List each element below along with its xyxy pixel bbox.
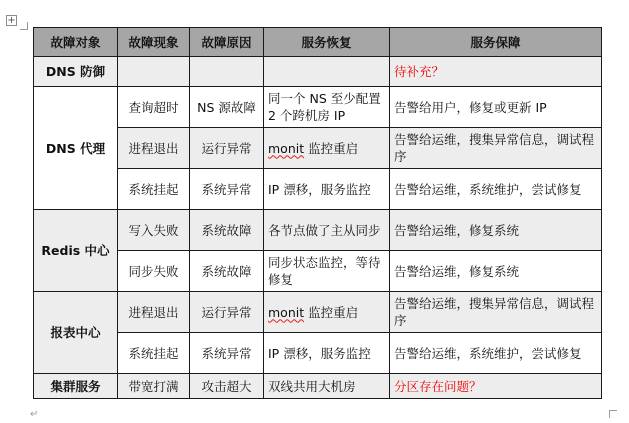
recovery-text: 监控重启 [304, 140, 359, 156]
phenomenon-cell[interactable] [118, 57, 190, 87]
margin-corner-top-left [20, 22, 28, 30]
object-cell[interactable]: 报表中心 [34, 292, 118, 374]
phenomenon-cell[interactable]: 系统挂起 [118, 333, 190, 374]
phenomenon-cell[interactable]: 系统挂起 [118, 169, 190, 210]
spellcheck-word: monit [268, 140, 305, 156]
table-row [34, 128, 602, 169]
object-cell[interactable]: DNS 代理 [34, 87, 118, 210]
recovery-cell[interactable] [264, 128, 390, 169]
phenomenon-cell[interactable]: 进程退出 [118, 128, 190, 169]
phenomenon-cell[interactable]: 带宽打满 [118, 374, 190, 399]
guarantee-cell[interactable]: 告警给运维，系统维护，尝试修复 [390, 169, 602, 210]
cause-cell[interactable] [190, 57, 264, 87]
table-row [34, 210, 602, 251]
recovery-cell[interactable]: 双线共用大机房 [264, 374, 390, 399]
recovery-cell[interactable]: 同一个 NS 至少配置 2 个跨机房 IP [264, 87, 390, 128]
guarantee-cell[interactable]: 告警给运维，修复系统 [390, 210, 602, 251]
recovery-cell[interactable]: IP 漂移，服务监控 [264, 333, 390, 374]
margin-corner-bottom-right [609, 410, 617, 418]
table-row [34, 169, 602, 210]
recovery-text: 监控重启 [304, 304, 359, 320]
header-row [34, 28, 602, 57]
header-cell[interactable]: 服务恢复 [264, 28, 390, 57]
guarantee-cell[interactable]: 告警给运维，系统维护，尝试修复 [390, 333, 602, 374]
object-cell[interactable]: Redis 中心 [34, 210, 118, 292]
guarantee-cell[interactable]: 分区存在问题？ [390, 374, 602, 399]
cause-cell[interactable]: 系统异常 [190, 333, 264, 374]
table-row [34, 333, 602, 374]
object-cell[interactable]: DNS 防御 [34, 57, 118, 87]
table-row [34, 374, 602, 399]
cause-cell[interactable]: 系统故障 [190, 210, 264, 251]
header-cell[interactable]: 故障原因 [190, 28, 264, 57]
guarantee-cell[interactable]: 告警给用户，修复或更新 IP [390, 87, 602, 128]
header-cell[interactable]: 服务保障 [390, 28, 602, 57]
recovery-cell[interactable]: IP 漂移，服务监控 [264, 169, 390, 210]
table-row [34, 251, 602, 292]
fault-handling-table [33, 27, 602, 399]
phenomenon-cell[interactable]: 写入失败 [118, 210, 190, 251]
phenomenon-cell[interactable]: 查询超时 [118, 87, 190, 128]
table-move-handle-icon[interactable]: + [7, 15, 16, 26]
cause-cell[interactable]: 攻击超大 [190, 374, 264, 399]
header-cell[interactable]: 故障对象 [34, 28, 118, 57]
table-row [34, 292, 602, 333]
object-cell[interactable]: 集群服务 [34, 374, 118, 399]
table-row [34, 57, 602, 87]
cause-cell[interactable]: 系统异常 [190, 169, 264, 210]
phenomenon-cell[interactable]: 进程退出 [118, 292, 190, 333]
cause-cell[interactable]: NS 源故障 [190, 87, 264, 128]
paragraph-mark-icon: ↵ [30, 409, 39, 420]
guarantee-cell[interactable]: 告警给运维，搜集异常信息，调试程序 [390, 128, 602, 169]
phenomenon-cell[interactable]: 同步失败 [118, 251, 190, 292]
guarantee-cell[interactable]: 告警给运维，搜集异常信息，调试程序 [390, 292, 602, 333]
header-cell[interactable]: 故障现象 [118, 28, 190, 57]
table-row [34, 87, 602, 128]
cause-cell[interactable]: 运行异常 [190, 128, 264, 169]
recovery-cell[interactable] [264, 57, 390, 87]
recovery-cell[interactable]: 各节点做了主从同步 [264, 210, 390, 251]
recovery-cell[interactable] [264, 292, 390, 333]
guarantee-cell[interactable]: 告警给运维，修复系统 [390, 251, 602, 292]
guarantee-cell[interactable]: 待补充？ [390, 57, 602, 87]
spellcheck-word: monit [268, 304, 305, 320]
cause-cell[interactable]: 系统故障 [190, 251, 264, 292]
recovery-cell[interactable]: 同步状态监控，等待修复 [264, 251, 390, 292]
cause-cell[interactable]: 运行异常 [190, 292, 264, 333]
